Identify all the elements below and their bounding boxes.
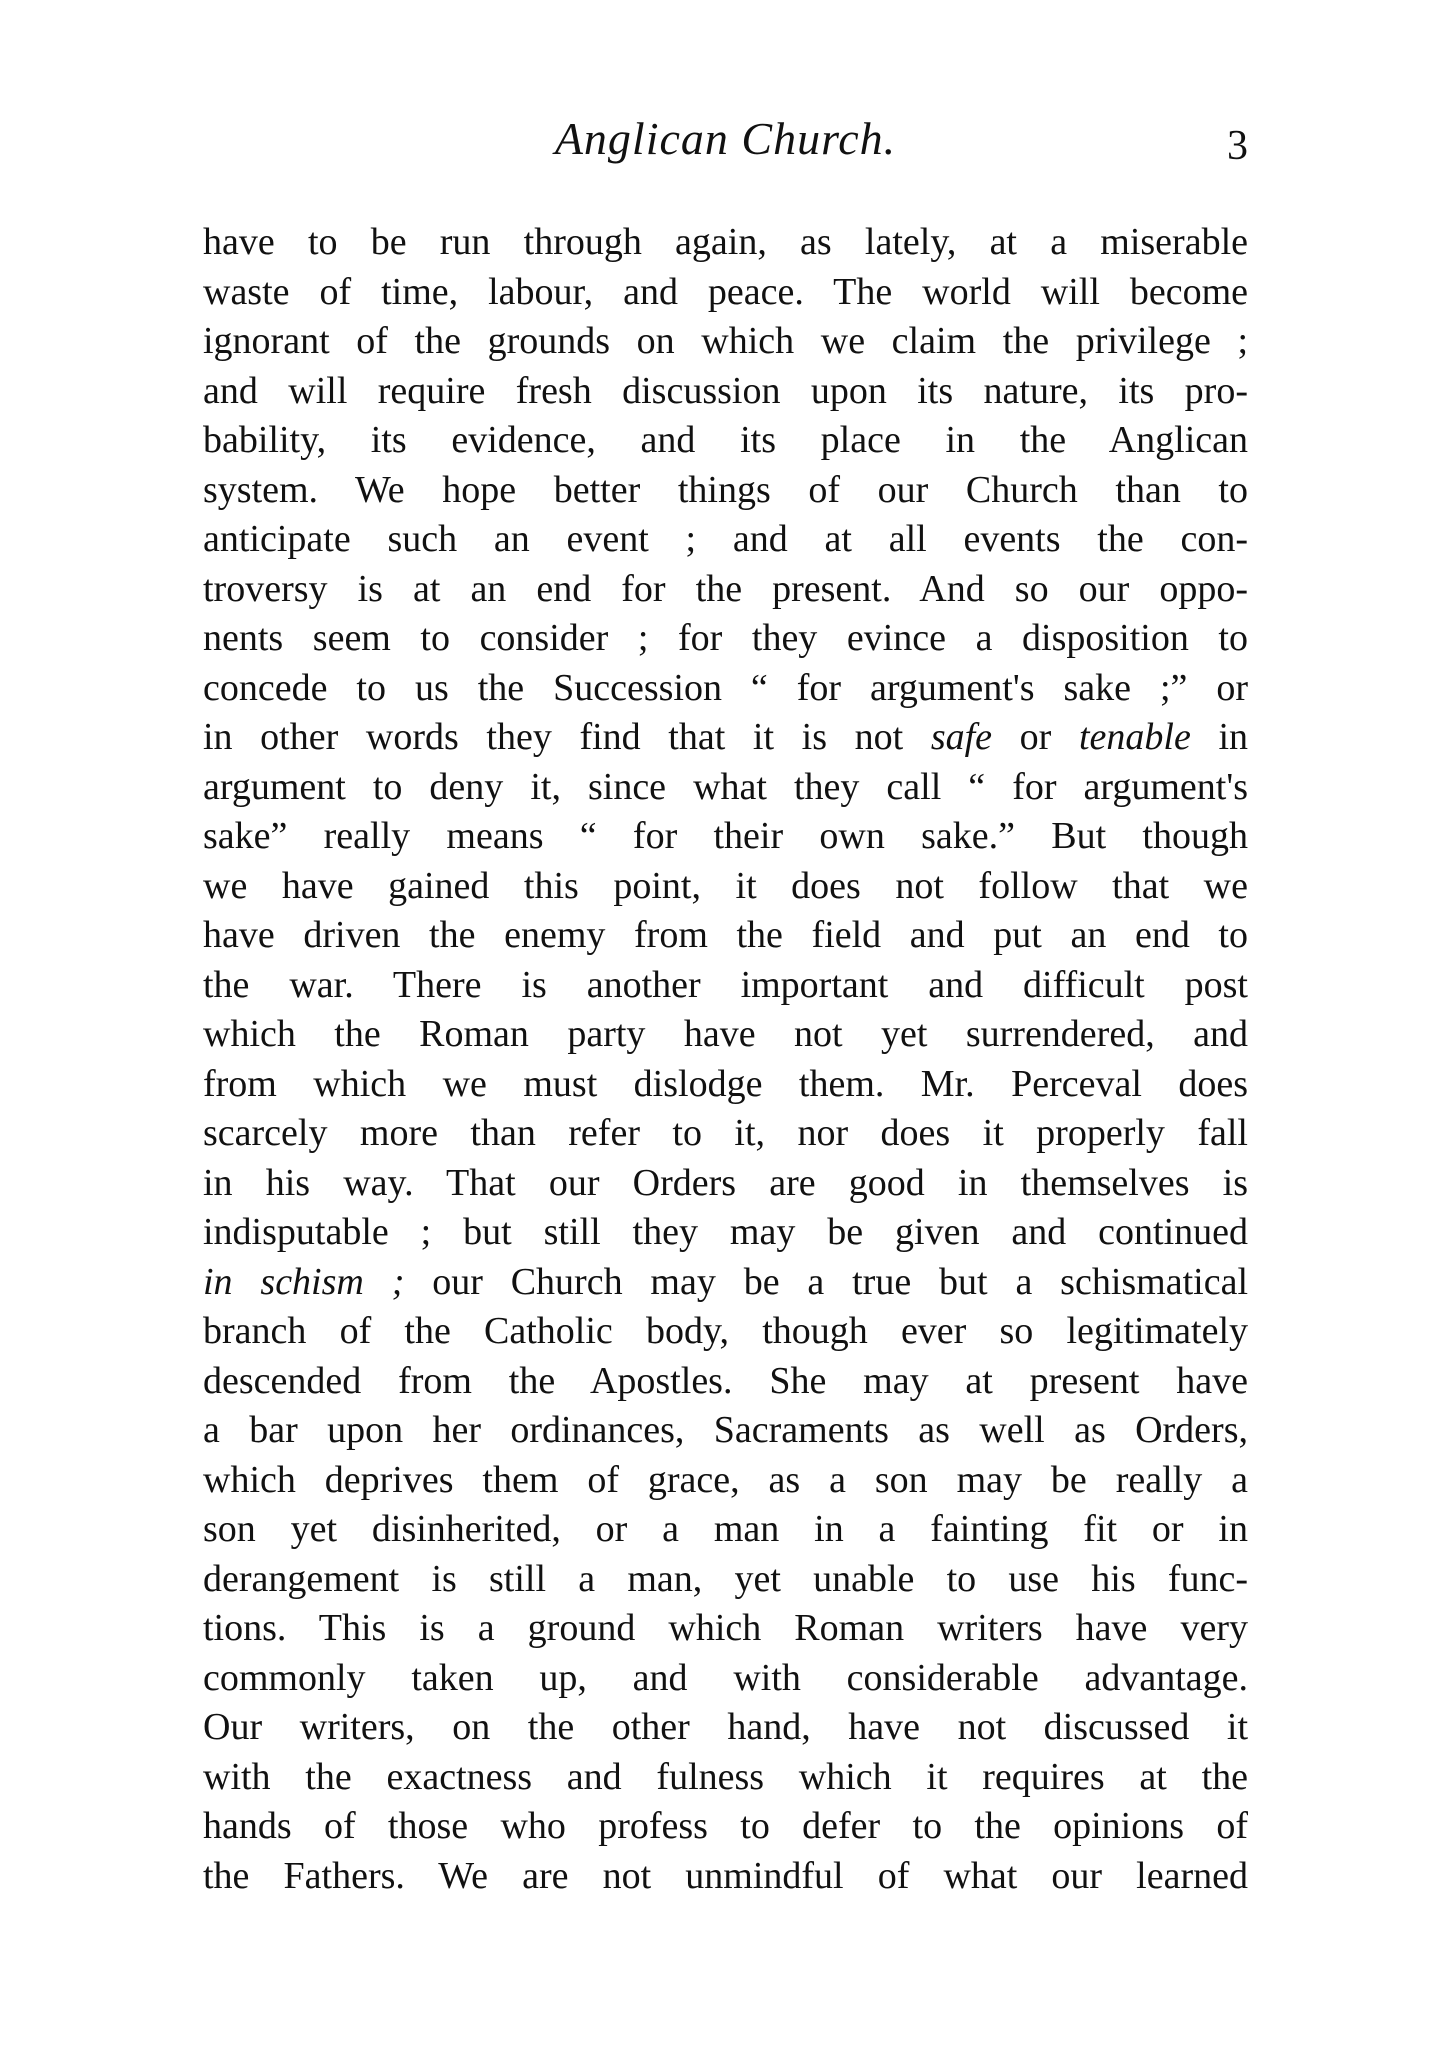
text-line: a bar upon her ordinances, Sacraments as well as Orders,	[203, 1409, 1248, 1451]
running-title: Anglican Church.	[554, 113, 897, 164]
text-line: hands of those who profess to defer to the opinions of	[203, 1805, 1248, 1847]
text-line: have driven the enemy from the field and put an end to	[203, 914, 1248, 956]
text-line	[203, 713, 1248, 763]
running-head	[203, 112, 1248, 172]
text-line: troversy is at an end for the present. And so our oppo-	[203, 567, 1248, 610]
text-line: argument to deny it, since what they call “ for argument's	[203, 765, 1248, 808]
page-number: 3	[1227, 123, 1248, 169]
text-line: derangement is still a man, yet unable to use his func-	[203, 1557, 1248, 1600]
text-line: which the Roman party have not yet surrendered, and	[203, 1013, 1248, 1055]
text-line: scarcely more than refer to it, nor does it properly fall	[203, 1112, 1248, 1154]
text-line: the war. There is another important and difficult post	[203, 963, 1248, 1006]
text-line: bability, its evidence, and its place in the Anglican	[203, 419, 1248, 461]
text-line: have to be run through again, as lately, at a miserable	[203, 221, 1248, 263]
text-run: in	[1190, 716, 1248, 758]
text-line: descended from the Apostles. She may at present have	[203, 1359, 1248, 1402]
text-line: indisputable ; but still they may be given and continued	[203, 1211, 1248, 1253]
text-line: Our writers, on the other hand, have not discussed it	[203, 1706, 1248, 1748]
text-line: branch of the Catholic body, though ever so legitimately	[203, 1310, 1248, 1352]
text-line: concede to us the Succession “ for argument's sake ;” or	[203, 666, 1248, 709]
text-line	[203, 1258, 1248, 1308]
text-line: ignorant of the grounds on which we claim the privilege ;	[203, 320, 1248, 362]
text-line: in his way. That our Orders are good in themselves is	[203, 1161, 1248, 1204]
text-line: tions. This is a ground which Roman writers have very	[203, 1607, 1248, 1649]
text-line: with the exactness and fulness which it requires at the	[203, 1755, 1248, 1798]
text-line: anticipate such an event ; and at all events the con-	[203, 518, 1248, 560]
text-line: from which we must dislodge them. Mr. Perceval does	[203, 1062, 1248, 1105]
text-line: which deprives them of grace, as a son may be really a	[203, 1458, 1248, 1501]
text-run: or	[992, 716, 1079, 758]
text-line: nents seem to consider ; for they evince a disposition to	[203, 617, 1248, 659]
text-run: in other words they find that it is not	[203, 716, 931, 758]
text-line: and will require fresh discussion upon its nature, its pro-	[203, 369, 1248, 412]
emphasis-tenable: tenable	[1078, 716, 1191, 758]
emphasis-in-schism: in schism ;	[203, 1260, 405, 1303]
text-line: commonly taken up, and with considerable advantage.	[203, 1656, 1248, 1699]
body-text	[203, 218, 1248, 1901]
text-line: sake” really means “ for their own sake.” But though	[203, 815, 1248, 857]
text-run: our Church may be a true but a schismatical	[404, 1260, 1248, 1303]
text-line: system. We hope better things of our Church than to	[203, 468, 1248, 511]
emphasis-safe: safe	[930, 716, 993, 758]
text-line: the Fathers. We are not unmindful of what our learned	[203, 1854, 1248, 1897]
text-line: we have gained this point, it does not follow that we	[203, 864, 1248, 907]
text-line: son yet disinherited, or a man in a fainting fit or in	[203, 1508, 1248, 1550]
text-line: waste of time, labour, and peace. The world will become	[203, 270, 1248, 313]
